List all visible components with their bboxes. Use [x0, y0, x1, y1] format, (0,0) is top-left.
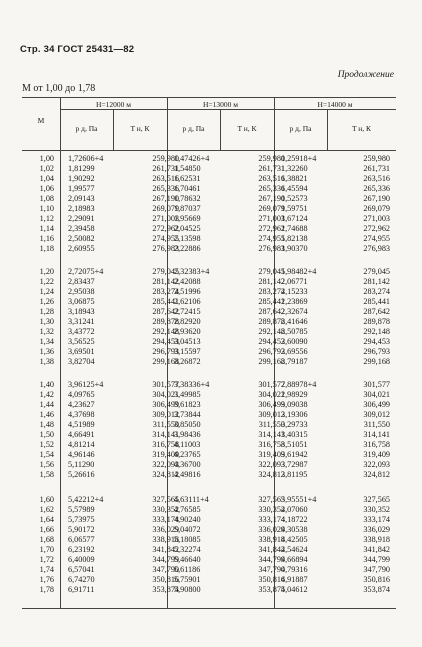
temperature-values: 279,045 281,142 283,274 285,441 287,642 289,878 292,148 294,453 296,793 299,168	[363, 267, 390, 367]
pressure-values: 5,42212+4 5,57989 5,73975 5,90172 6,06577 6,23192 6,40009 6,57041 6,74270 6,91711	[68, 495, 104, 595]
temperature-values: 259,980 261,731 263,516 265,336 267,190 269,079 271,003 272,962 274,955 276,983	[152, 154, 179, 254]
column-header-m: M	[37, 116, 45, 125]
pressure-values: 3,96125+4 4,09765 4,23627 4,37698 4,51989 4,66491 4,81214 4,96146 5,11290 5,26616	[68, 380, 104, 480]
pressure-values: 3,38336+4 3,49985 3,61823 3,73844 3,85050 3,98436 4,11003 4,23765 4,36700 4,49816	[174, 380, 210, 480]
temperature-values: 327,565 330,352 333,174 336,029 338,918 341,842 344,799 347,790 350,816 353,874	[363, 495, 390, 595]
mach-values: 1,20 1,22 1,24 1,26 1,28 1,30 1,32 1,34 1,36 1,38	[39, 267, 54, 367]
pressure-values: 4,63111+4 4,76585 4,90240 5,04072 5,18085 5,32274 5,46640 5,61186 5,75901 5,90800	[174, 495, 209, 595]
temperature-values: 301,577 304,021 306,499 309,012 311,550 314,141 316,758 319,409 322,093 324,812	[258, 380, 285, 480]
continuation-label: Продолжение	[337, 70, 394, 80]
mach-values: 1,40 1,42 1,44 1,46 1,48 1,50 1,52 1,54 1,56 1,58	[39, 380, 54, 480]
mach-values: 1,60 1,62 1,64 1,66 1,68 1,70 1,72 1,74 1,76 1,78	[39, 495, 54, 595]
column-header-pressure: p д, Па	[182, 124, 205, 133]
altitude-header-13000: H=13000 м	[202, 100, 239, 109]
temperature-values: 301,577 304,021 306,499 309,012 311,550 314,141 316,758 319,409 322,093 324,812	[363, 380, 390, 480]
temperature-values: 279,045 281,142 283,274 285,441 287,642 289,878 292,148 294,453 296,793 299,168	[152, 267, 179, 367]
column-divider	[60, 98, 61, 608]
temperature-values: 327,565 330,352 333,174 336,029 338,918 341,842 344,799 347,790 350,816 353,874	[258, 495, 285, 595]
column-header-pressure: p д, Па	[289, 124, 312, 133]
pressure-values: 2,72075+4 2,83437 2,95038 3,06875 3,18943 3,31241 3,43772 3,56525 3,69501 3,82704	[68, 267, 104, 367]
header-bottom-line	[22, 150, 396, 151]
page-header: Стр. 34 ГОСТ 25431—82	[20, 44, 135, 55]
data-table	[22, 97, 396, 609]
altitude-header-14000: H=14000 м	[317, 100, 353, 109]
temperature-values: 279,045 281,142 283,274 285,441 287,642 289,878 292,148 294,453 296,793 299,168	[258, 267, 285, 367]
pressure-values: 1,98482+4 2,06771 2,15233 2,23869 2,32674 2,41646 2,50785 2,60090 2,69556 2,79187	[281, 267, 317, 367]
pressure-values: 1,72606+4 1,81299 1,90292 1,99577 2,09143 2,18983 2,29091 2,39458 2,50082 2,60955	[68, 154, 104, 254]
pressure-values: 1,25918+4 1,32260 1,38821 1,45594 1,52573 1,59751 1,67124 1,74688 1,82138 1,90370	[281, 154, 317, 254]
pressure-values: 3,95551+4 4,07060 4,18722 4,30538 4,42505 4,54624 4,66894 4,79316 4,91887 5,04612	[281, 495, 317, 595]
temperature-values: 259,980 261,731 263,516 265,336 267,190 269,079 271,003 272,962 274,955 276,983	[258, 154, 285, 254]
altitude-header-12000: H=12000 м	[95, 100, 132, 109]
pressure-values: 1,47426+4 1,54850 1,62531 1,70461 1,78632 1,87037 1,95669 2,04525 2,13598 2,22886	[174, 154, 210, 254]
temperature-values: 259,980 261,731 263,516 265,336 267,190 269,079 271,003 272,962 274,955 276,983	[363, 154, 390, 254]
table-caption: M от 1,00 до 1,78	[22, 83, 96, 94]
column-header-pressure: p д, Па	[75, 124, 98, 133]
column-header-temperature: T н, К	[130, 124, 150, 133]
mach-values: 1,00 1,02 1,04 1,06 1,08 1,10 1,12 1,14 1,16 1,18	[39, 154, 54, 254]
temperature-values: 301,577 304,021 306,499 309,012 311,550 314,141 316,758 319,409 322,093 324,812	[152, 380, 179, 480]
header-divider	[60, 109, 396, 110]
pressure-values: 2,32383+4 2,42088 2,51996 2,62106 2,72415 2,82920 2,93620 3,04513 3,15597 3,26872	[174, 267, 210, 367]
column-header-temperature: T н, К	[237, 124, 257, 133]
temperature-values: 327,565 330,352 333,174 336,029 338,918 341,842 344,799 347,790 350,816 353,874	[152, 495, 179, 595]
pressure-values: 2,88978+4 2,98929 3,09038 3,19306 3,29733 3,40315 3,51051 3,61942 3,72987 3,81195	[281, 380, 317, 480]
column-header-temperature: T н, К	[351, 124, 372, 133]
